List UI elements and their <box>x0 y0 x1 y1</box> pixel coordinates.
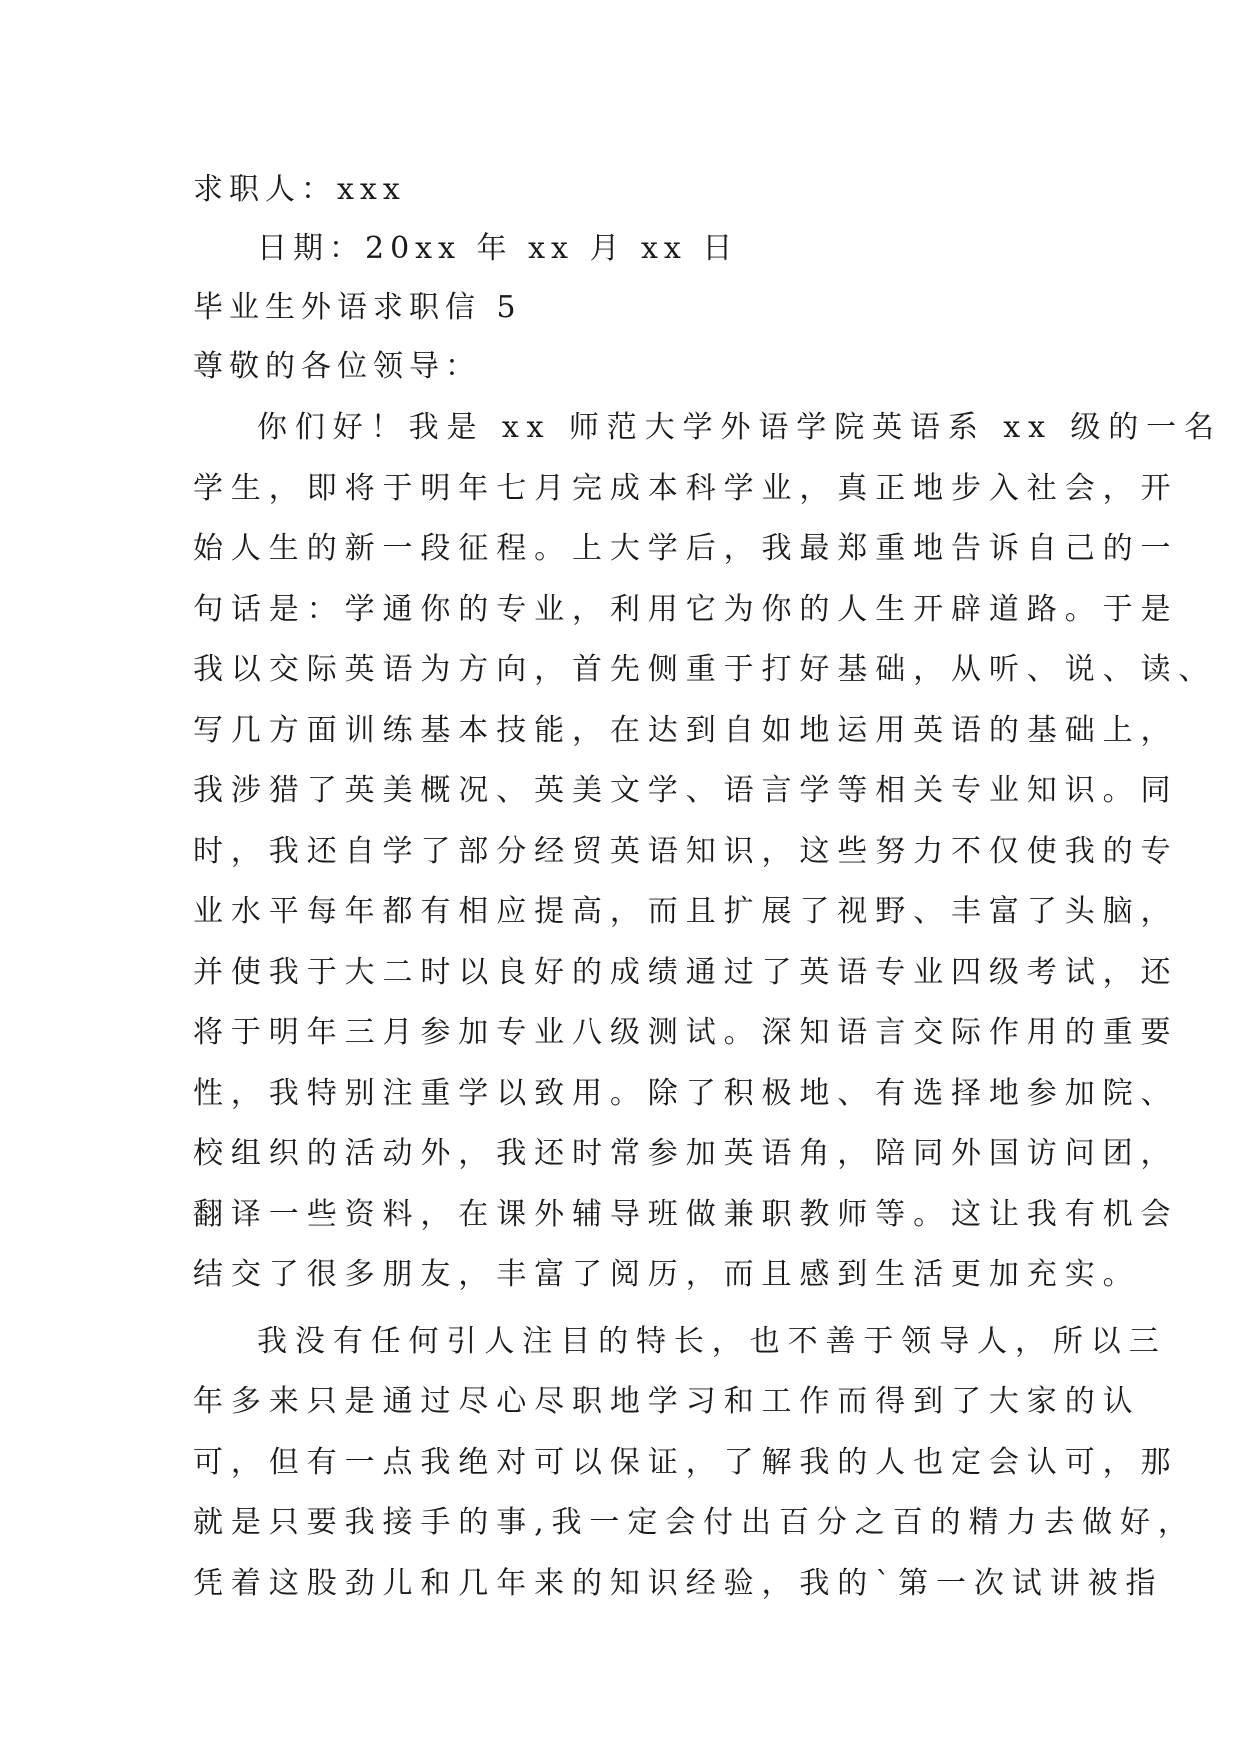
paragraph-line: 就是只要我接手的事,我一定会付出百分之百的精力去做好， <box>193 1505 1196 1540</box>
paragraph-line: 将于明年三月参加专业八级测试。深知语言交际作用的重要 <box>193 1015 1179 1050</box>
paragraph-line: 我没有任何引人注目的特长，也不善于领导人，所以三 <box>257 1323 1167 1359</box>
paragraph-line: 我涉猎了英美概况、英美文学、语言学等相关专业知识。同 <box>193 773 1179 808</box>
date-line: 日期：20xx 年 xx 月 xx 日 <box>257 231 739 266</box>
salutation: 尊敬的各位领导： <box>193 349 481 384</box>
paragraph-line: 我以交际英语为方向，首先侧重于打好基础，从听、说、读、 <box>193 652 1217 687</box>
document-page <box>193 160 1222 1614</box>
paragraph-line: 业水平每年都有相应提高，而且扩展了视野、丰富了头脑， <box>193 894 1179 929</box>
paragraph-line: 并使我于大二时以良好的成绩通过了英语专业四级考试，还 <box>193 954 1179 990</box>
paragraph-line: 学生，即将于明年七月完成本科学业，真正地步入社会，开 <box>193 470 1179 506</box>
paragraph-line: 年多来只是通过尽心尽职地学习和工作而得到了大家的认 <box>193 1384 1141 1419</box>
paragraph-line: 结交了很多朋友，丰富了阅历，而且感到生活更加充实。 <box>193 1257 1141 1292</box>
paragraph-line: 句话是：学通你的专业，利用它为你的人生开辟道路。于是 <box>193 591 1179 627</box>
paragraph-line: 翻译一些资料，在课外辅导班做兼职教师等。这让我有机会 <box>193 1196 1179 1232</box>
paragraph-line: 你们好！我是 xx 师范大学外语学院英语系 xx 级的一名 <box>257 410 1222 445</box>
paragraph-2 <box>193 1312 1196 1615</box>
paragraph-line: 性，我特别注重学以致用。除了积极地、有选择地参加院、 <box>193 1075 1179 1111</box>
paragraph-line: 时，我还自学了部分经贸英语知识，这些努力不仅使我的专 <box>193 833 1179 869</box>
applicant-line: 求职人：xxx <box>193 172 406 207</box>
paragraph-line: 凭着这股劲儿和几年来的知识经验，我的`第一次试讲被指 <box>193 1565 1164 1601</box>
paragraph-line: 校组织的活动外，我还时常参加英语角，陪同外国访问团， <box>193 1136 1179 1171</box>
paragraph-1 <box>193 398 1222 1306</box>
letter-title: 毕业生外语求职信 5 <box>193 290 522 325</box>
paragraph-line: 可，但有一点我绝对可以保证，了解我的人也定会认可，那 <box>193 1444 1179 1480</box>
paragraph-line: 写几方面训练基本技能，在达到自如地运用英语的基础上， <box>193 712 1179 748</box>
paragraph-line: 始人生的新一段征程。上大学后，我最郑重地告诉自己的一 <box>193 531 1179 566</box>
